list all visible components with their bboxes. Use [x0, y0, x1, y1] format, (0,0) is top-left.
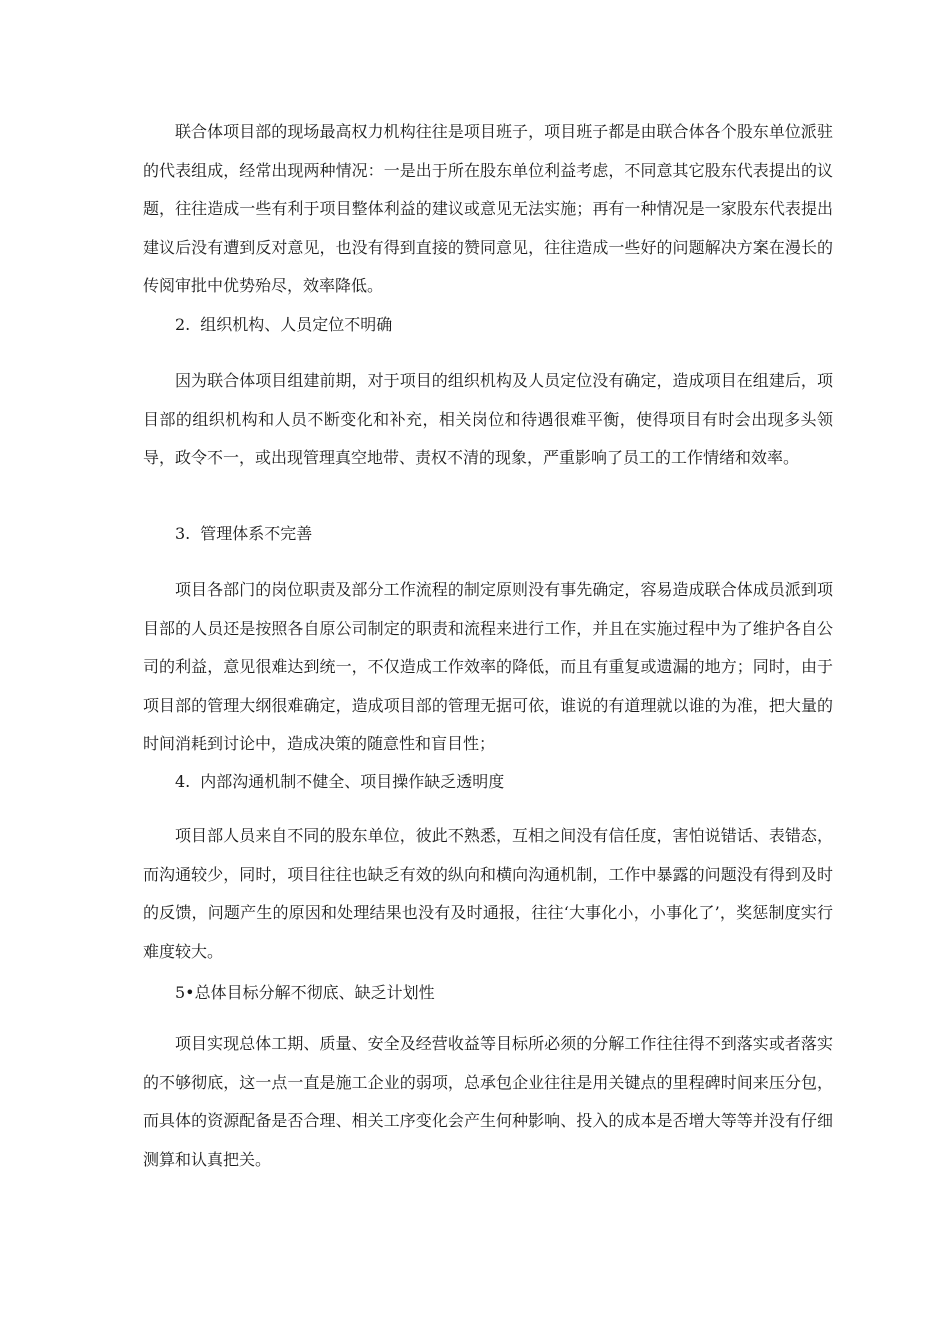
heading-4-number: 4.: [175, 772, 191, 791]
heading-4-text: 内部沟通机制不健全、项目操作缺乏透明度: [200, 772, 505, 791]
paragraph-3: [143, 571, 833, 764]
paragraph-1: [143, 113, 833, 306]
heading-5-text: 总体目标分解不彻底、缺乏计划性: [194, 983, 435, 1002]
paragraph-4-text: 项目部人员来自不同的股东单位，彼此不熟悉，互相之间没有信任度，害怕说错话、表错态，而沟通较少，同时，项目往往也缺乏有效的纵向和横向沟通机制，工作中暴露的问题没有得到及时的反馈，问题产生的原因和处理结果也没有及时通报，往往‘大事化小，小事化了’，奖惩制度实行难度较大。: [143, 826, 833, 961]
heading-2-number: 2.: [175, 315, 191, 334]
heading-4: [175, 770, 504, 794]
heading-2-text: 组织机构、人员定位不明确: [200, 315, 393, 334]
heading-2: [175, 313, 392, 337]
paragraph-2: [143, 362, 833, 478]
paragraph-1-text: 联合体项目部的现场最高权力机构往往是项目班子，项目班子都是由联合体各个股东单位派驻的代表组成，经常出现两种情况：一是出于所在股东单位利益考虑，不同意其它股东代表提出的议题，往往造成一些有利于项目整体利益的建议或意见无法实施；再有一种情况是一家股东代表提出建议后没有遭到反对意见，也没有得到直接的赞同意见，往往造成一些好的问题解决方案在漫长的传阅审批中优势殆尽，效率降低。: [143, 122, 833, 296]
paragraph-4: [143, 817, 833, 971]
heading-3: [175, 522, 312, 546]
heading-3-text: 管理体系不完善: [200, 524, 313, 543]
paragraph-5-text: 项目实现总体工期、质量、安全及经营收益等目标所必须的分解工作往往得不到落实或者落实的不够彻底，这一点一直是施工企业的弱项，总承包企业往往是用关键点的里程碑时间来压分包，而具体的资源配备是否合理、相关工序变化会产生何种影响、投入的成本是否增大等等并没有仔细测算和认真把关。: [143, 1034, 833, 1169]
paragraph-5: [143, 1025, 833, 1179]
paragraph-2-text: 因为联合体项目组建前期，对于项目的组织机构及人员定位没有确定，造成项目在组建后，项目部的组织机构和人员不断变化和补充，相关岗位和待遇很难平衡，使得项目有时会出现多头领导，政令不一，或出现管理真空地带、责权不清的现象，严重影响了员工的工作情绪和效率。: [143, 371, 833, 468]
paragraph-3-text: 项目各部门的岗位职责及部分工作流程的制定原则没有事先确定，容易造成联合体成员派到项目部的人员还是按照各自原公司制定的职责和流程来进行工作，并且在实施过程中为了维护各自公司的利益，意见很难达到统一，不仅造成工作效率的降低，而且有重复或遗漏的地方；同时，由于项目部的管理大纲很难确定，造成项目部的管理无据可依，谁说的有道理就以谁的为准，把大量的时间消耗到讨论中，造成决策的随意性和盲目性；: [143, 580, 833, 754]
heading-3-number: 3.: [175, 524, 191, 543]
heading-5-number: 5•: [175, 983, 195, 1002]
heading-5: [175, 981, 435, 1005]
